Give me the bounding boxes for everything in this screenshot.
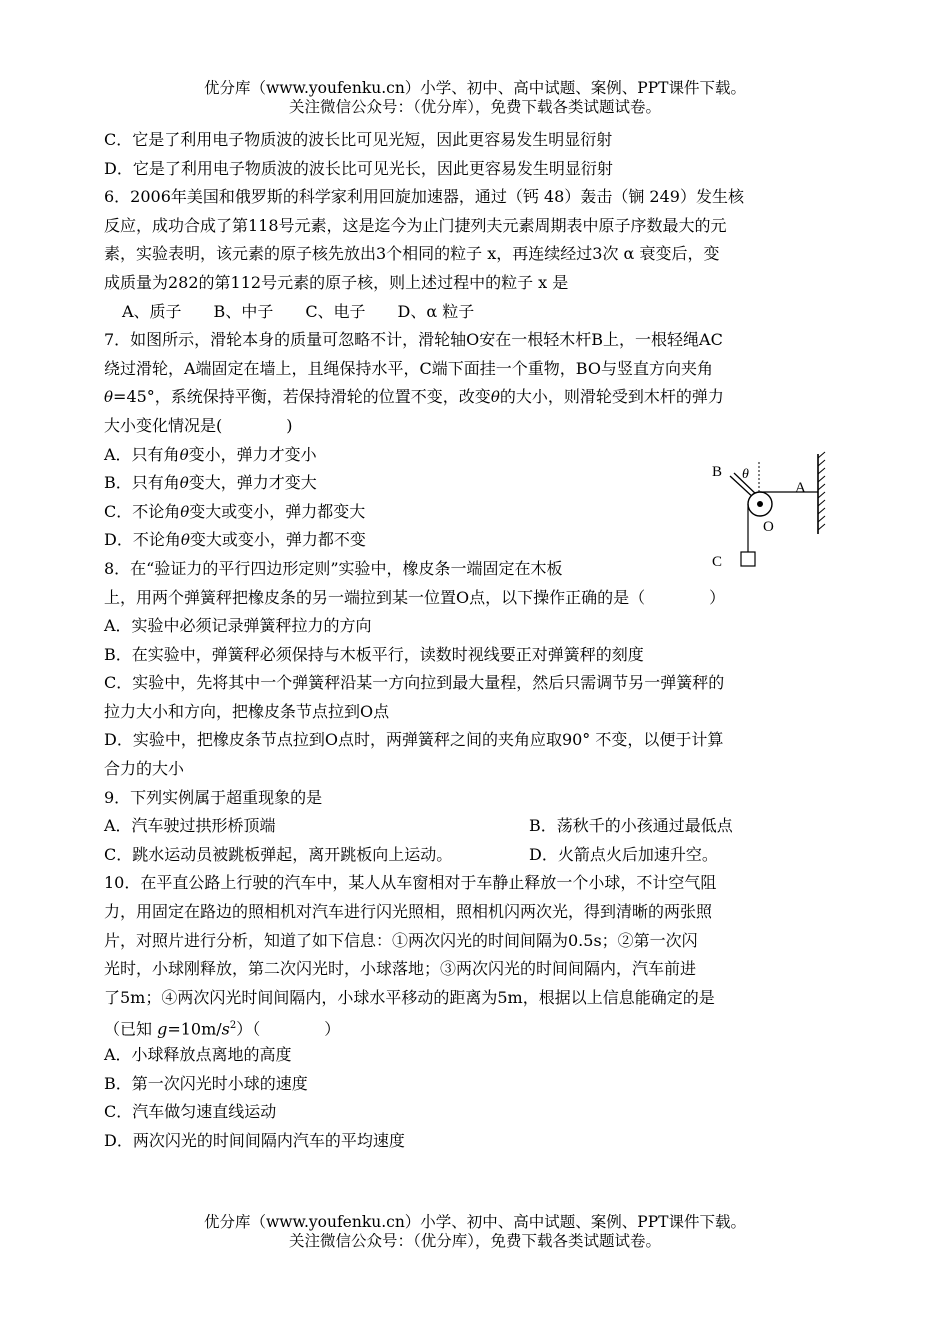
q8-option-d-line-2: 合力的大小 <box>104 759 185 779</box>
q9-stem: 9．下列实例属于超重现象的是 <box>104 787 323 807</box>
gravity-value: =10m/ <box>167 1019 222 1039</box>
q10-stem-line-1: 10．在平直公路上行驶的汽车中，某人从车窗相对于车静止释放一个小球，不计空气阻 <box>104 873 717 893</box>
header-line-2: 关注微信公众号：（优分库），免费下载各类试题试卷。 <box>288 98 661 116</box>
option-suffix: 变大或变小，弹力都变大 <box>189 501 366 521</box>
q9-option-a: A．汽车驶过拱形桥顶端 <box>104 816 276 836</box>
q9-option-d: D．火箭点火后加速升空。 <box>529 844 718 864</box>
footer-line-2: 关注微信公众号：（优分库），免费下载各类试题试卷。 <box>288 1232 661 1250</box>
q6-options: A、质子 B、中子 C、电子 D、α 粒子 <box>122 301 475 321</box>
hanging-weight <box>741 552 755 566</box>
q8-option-a: A．实验中必须记录弹簧秤拉力的方向 <box>104 616 372 636</box>
q7-stem-line-1: 7．如图所示，滑轮本身的质量可忽略不计，滑轮轴O安在一根轻木杆B上，一根轻绳AC <box>104 330 723 350</box>
q10-stem-line-5: 了5m；④两次闪光时间间隔内，小球水平移动的距离为5m，根据以上信息能确定的是 <box>104 987 715 1007</box>
q5-option-d: D．它是了利用电子物质波的波长比可见光长，因此更容易发生明显衍射 <box>104 158 613 178</box>
angle-value: =45 <box>113 387 147 407</box>
q9-option-c: C．跳水运动员被跳板弹起，离开跳板向上运动。 <box>104 844 453 864</box>
q10-option-b: B．第一次闪光时小球的速度 <box>104 1073 308 1093</box>
wall-hatching <box>818 452 825 530</box>
pulley-diagram <box>708 448 828 573</box>
q9-option-b: B．荡秋千的小孩通过最低点 <box>529 816 733 836</box>
option-prefix: B．只有角 <box>104 473 180 493</box>
answer-blank: ）（ ） <box>236 1019 341 1039</box>
q9-options-ab <box>104 812 854 841</box>
q10-option-d: D．两次闪光的时间间隔内汽车的平均速度 <box>104 1130 405 1150</box>
q8-stem-line-1: 8．在“验证力的平行四边形定则”实验中，橡皮条一端固定在木板 <box>104 558 563 578</box>
q7-stem-line-3-mid: °，系统保持平衡，若保持滑轮的位置不变，改变 <box>146 387 491 407</box>
label-o: O <box>763 519 774 535</box>
label-b: B <box>712 464 723 480</box>
theta-symbol: θ <box>180 502 190 521</box>
q6-stem-line-4: 成质量为282的第112号元素的原子核，则上述过程中的粒子 x 是 <box>104 272 569 292</box>
theta-symbol: θ <box>179 474 189 493</box>
q10-stem-line-4: 光时，小球刚释放，第二次闪光时，小球落地；③两次闪光的时间间隔内，汽车前进 <box>104 959 697 979</box>
q10-option-c: C．汽车做匀速直线运动 <box>104 1102 277 1122</box>
option-suffix: 变大或变小，弹力都不变 <box>189 530 366 550</box>
q8-option-b: B．在实验中，弹簧秤必须保持与木板平行，读数时视线要正对弹簧秤的刻度 <box>104 644 644 664</box>
option-suffix: 变小，弹力才变小 <box>188 444 317 464</box>
footer-line-1: 优分库（www.youfenku.cn）小学、初中、高中试题、案例、PPT课件下载。 <box>203 1213 747 1231</box>
q6-stem-line-3: 素，实验表明，该元素的原子核先放出3个相同的粒子 x，再连续经过3次 α 衰变后，变 <box>104 244 720 264</box>
q8-option-c-line-2: 拉力大小和方向，把橡皮条节点拉到O点 <box>104 701 390 721</box>
q7-stem-line-2: 绕过滑轮，A端固定在墙上，且绳保持水平，C端下面挂一个重物，BO与竖直方向夹角 <box>104 358 713 378</box>
q7-stem-line-3 <box>104 383 854 412</box>
header-line-1: 优分库（www.youfenku.cn）小学、初中、高中试题、案例、PPT课件下载。 <box>203 79 747 97</box>
q10-stem-line-2: 力，用固定在路边的照相机对汽车进行闪光照相，照相机闪两次光，得到清晰的两张照 <box>104 902 713 922</box>
theta-symbol: θ <box>180 531 190 550</box>
q8-option-c-line-1: C．实验中，先将其中一个弹簧秤沿某一方向拉到最大量程，然后只需调节另一弹簧秤的 <box>104 673 725 693</box>
option-prefix: C．不论角 <box>104 501 181 521</box>
q10-stem-line-6 <box>104 1012 854 1041</box>
q6-stem-line-2: 反应，成功合成了第118号元素，这是迄今为止门捷列夫元素周期表中原子序数最大的元 <box>104 215 727 235</box>
page-footer <box>0 1213 950 1251</box>
page-header <box>0 79 950 117</box>
pulley-axle <box>757 501 763 507</box>
theta-symbol: θ <box>104 388 114 407</box>
option-suffix: 变大，弹力才变大 <box>188 473 317 493</box>
q5-option-c: C．它是了利用电子物质波的波长比可见光短，因此更容易发生明显衍射 <box>104 130 613 149</box>
exam-content <box>104 126 854 1155</box>
q10-stem-line-3: 片，对照片进行分析，知道了如下信息：①两次闪光的时间间隔为0.5s；②第一次闪 <box>104 930 698 950</box>
q6-stem-line-1: 6．2006年美国和俄罗斯的科学家利用回旋加速器，通过（钙 48）轰击（锎 249）发生核 <box>104 187 744 207</box>
q9-options-cd <box>104 841 854 870</box>
seconds-unit: s <box>221 1019 230 1039</box>
label-theta: θ <box>742 467 749 482</box>
q8-stem-line-2: 上，用两个弹簧秤把橡皮条的另一端拉到某一位置O点，以下操作正确的是（ ） <box>104 587 726 607</box>
theta-symbol: θ <box>179 445 189 464</box>
label-a: A <box>795 480 806 496</box>
label-c: C <box>712 554 723 570</box>
q10-option-a: A．小球释放点离地的高度 <box>104 1045 292 1064</box>
exponent: 2 <box>229 1020 237 1032</box>
given-prefix: （已知 <box>104 1019 158 1039</box>
gravity-symbol: g <box>157 1019 168 1039</box>
option-prefix: D．不论角 <box>104 530 181 550</box>
q7-stem-line-4: 大小变化情况是( ) <box>104 415 293 435</box>
q8-option-d-line-1: D．实验中，把橡皮条节点拉到O点时，两弹簧秤之间的夹角应取90° 不变，以便于计算 <box>104 730 724 750</box>
theta-symbol: θ <box>490 388 500 407</box>
option-prefix: A．只有角 <box>104 444 180 464</box>
q7-stem-line-3-end: 的大小，则滑轮受到木杆的弹力 <box>499 387 724 407</box>
